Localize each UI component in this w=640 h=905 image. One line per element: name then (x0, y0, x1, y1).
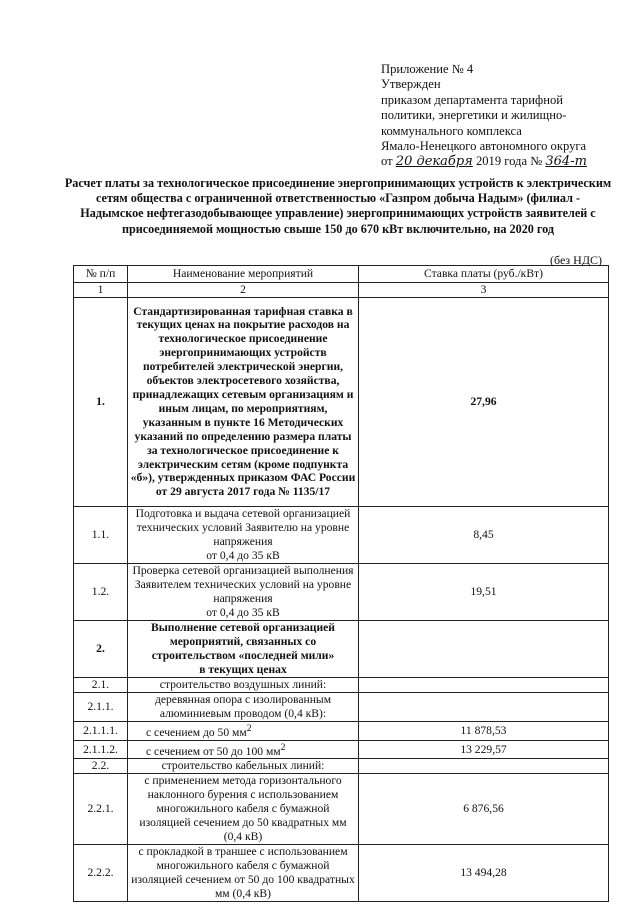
row-number: 2.2. (74, 759, 128, 774)
col-number: 2 (128, 283, 359, 298)
table-row (74, 297, 609, 506)
row-number: 1. (74, 297, 128, 506)
table-row (74, 677, 609, 692)
row-name: деревянная опора с изолированным алюминиевым проводом (0,4 кВ): (128, 692, 359, 721)
approval-block (381, 62, 587, 170)
row-value: 13 229,57 (359, 740, 609, 759)
row-number: 2.1. (74, 677, 128, 692)
header-name: Наименование мероприятий (128, 266, 359, 283)
approval-date-line (381, 154, 587, 169)
col-number: 1 (74, 283, 128, 298)
table-row (74, 721, 609, 740)
row-value (359, 620, 609, 677)
approval-line: приказом департамента тарифной (381, 92, 563, 107)
row-value (359, 692, 609, 721)
table-row (74, 692, 609, 721)
header-rate: Ставка платы (руб./кВт) (359, 266, 609, 283)
row-name: Проверка сетевой организацией выполнения Заявителем технических условий на уровне напряжения от 0,4 до 35 кВ (128, 563, 359, 620)
col-number: 3 (359, 283, 609, 298)
tariff-table (73, 265, 609, 902)
date-mid: 2019 года № (475, 154, 543, 169)
row-value: 13 494,28 (359, 844, 609, 901)
row-name: Подготовка и выдача сетевой организацией технических условий Заявителю на уровне напряжения от 0,4 до 35 кВ (128, 506, 359, 563)
row-name: с сечением от 50 до 100 $мм^2$ (128, 740, 359, 759)
table-row (74, 844, 609, 901)
row-number: 2.1.1.2. (74, 740, 128, 759)
row-name: строительство кабельных линий: (128, 759, 359, 774)
vat-note: (без НДС) (550, 253, 603, 267)
table-row (74, 506, 609, 563)
row-number: 1.1. (74, 506, 128, 563)
row-value: 6 876,56 (359, 774, 609, 845)
row-name: Стандартизированная тарифная ставка в текущих ценах на покрытие расходов на технологическое присоединение энергопринимающих устройств потребителей электрической энергии, объектов электросетевого хозяйства, принадлежащих сетевым организациям и иным лицам, по мероприятиям, указанным в пункте 16 Методических указаний по определению размера платы за технологическое присоединение к электрическим сетям (кроме подпункта «б»), утвержденных приказом ФАС России от 29 августа 2017 года № 1135/17 (128, 297, 359, 506)
row-number: 1.2. (74, 563, 128, 620)
row-name: с прокладкой в траншее с использованием многожильного кабеля с бумажной изоляцией сечением от 50 до 100 квадратных мм (0,4 кВ) (128, 844, 359, 901)
row-name: Выполнение сетевой организацией мероприятий, связанных со строительством «последней мили» в текущих ценах (128, 620, 359, 677)
date-prefix: от (381, 154, 393, 169)
handwritten-date: 20 декабря (395, 154, 473, 170)
approval-line: политики, энергетики и жилищно- (381, 108, 567, 123)
appendix-number: Приложение № 4 (381, 62, 474, 76)
row-value: 11 878,53 (359, 721, 609, 740)
table-row (74, 740, 609, 759)
approved-label: Утвержден (381, 77, 441, 92)
table-row (74, 774, 609, 845)
row-value: 8,45 (359, 506, 609, 563)
row-value (359, 759, 609, 774)
header-number: № п/п (74, 266, 128, 283)
table-row (74, 620, 609, 677)
row-value: 27,96 (359, 297, 609, 506)
handwritten-number: 364-т (545, 154, 587, 170)
row-number: 2.1.1. (74, 692, 128, 721)
row-name: с сечением до 50 $мм^2$ (128, 721, 359, 740)
row-number: 2.2.1. (74, 774, 128, 845)
table-row (74, 759, 609, 774)
table-row (74, 563, 609, 620)
row-value: 19,51 (359, 563, 609, 620)
row-number: 2. (74, 620, 128, 677)
row-number: 2.1.1.1. (74, 721, 128, 740)
row-name: с применением метода горизонтального наклонного бурения с использованием многожильного кабеля с бумажной изоляцией сечением до 50 квадратных мм (0,4 кВ) (128, 774, 359, 845)
document-title: Расчет платы за технологическое присоединение энергопринимающих устройств к электрическим сетям общества с ограниченной ответственностью «Газпром добыча Надым» (филиал - Надымское нефтегазодобывающее управление) энергопринимающих устройств заявителей с присоединяемой мощностью свыше 150 до 670 кВт включительно, на 2020 год (64, 176, 612, 236)
approval-line: Ямало-Ненецкого автономного округа (381, 139, 587, 154)
row-number: 2.2.2. (74, 844, 128, 901)
row-name: строительство воздушных линий: (128, 677, 359, 692)
row-value (359, 677, 609, 692)
approval-line: коммунального комплекса (381, 123, 522, 138)
